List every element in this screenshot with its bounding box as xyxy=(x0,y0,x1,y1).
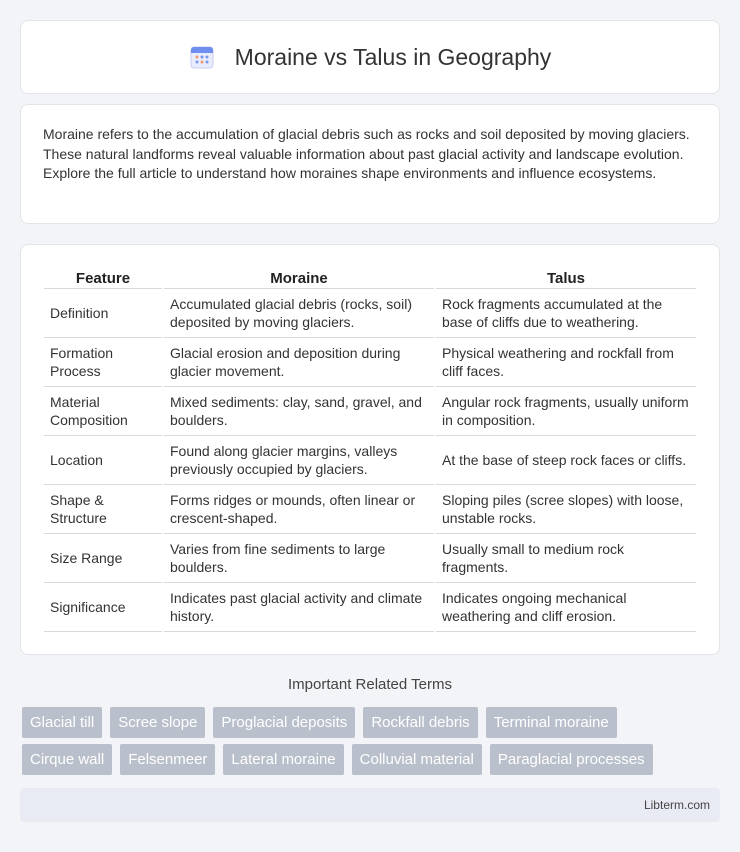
table-row xyxy=(44,338,696,387)
related-terms-tags xyxy=(22,707,722,781)
moraine-cell: Found along glacier margins, valleys previously occupied by glaciers. xyxy=(164,436,434,485)
footer-site-link[interactable]: Libterm.com xyxy=(643,798,710,812)
moraine-cell: Glacial erosion and deposition during glacier movement. xyxy=(164,338,434,387)
tag-terminal-moraine[interactable]: Terminal moraine xyxy=(486,707,617,738)
talus-cell: Physical weathering and rockfall from cliff faces. xyxy=(436,338,696,387)
tag-cirque-wall[interactable]: Cirque wall xyxy=(22,744,112,775)
intro-paragraph: Moraine refers to the accumulation of glacial debris such as rocks and soil deposited by moving glaciers. These natural landforms reveal valuable information about past glacial activity and landscape evolution. Explore the full article to understand how moraines shape environments and influence ecosystems. xyxy=(43,126,690,181)
talus-cell: Rock fragments accumulated at the base of cliffs due to weathering. xyxy=(436,289,696,338)
talus-cell: Sloping piles (scree slopes) with loose, unstable rocks. xyxy=(436,485,696,534)
tag-scree-slope[interactable]: Scree slope xyxy=(110,707,205,738)
calendar-grid-icon xyxy=(189,44,215,70)
comparison-table xyxy=(42,265,698,632)
table-row xyxy=(44,436,696,485)
tag-felsenmeer[interactable]: Felsenmeer xyxy=(120,744,215,775)
moraine-cell: Accumulated glacial debris (rocks, soil) deposited by moving glaciers. xyxy=(164,289,434,338)
moraine-cell: Indicates past glacial activity and climate history. xyxy=(164,583,434,632)
column-header-moraine: Moraine xyxy=(164,265,434,289)
tag-lateral-moraine[interactable]: Lateral moraine xyxy=(223,744,343,775)
talus-cell: Angular rock fragments, usually uniform in composition. xyxy=(436,387,696,436)
tag-proglacial-deposits[interactable]: Proglacial deposits xyxy=(213,707,355,738)
tag-colluvial-material[interactable]: Colluvial material xyxy=(352,744,482,775)
tag-row xyxy=(22,744,722,775)
talus-cell: At the base of steep rock faces or cliffs. xyxy=(436,436,696,485)
column-header-talus: Talus xyxy=(436,265,696,289)
tag-row xyxy=(22,707,722,738)
table-row xyxy=(44,583,696,632)
column-header-feature: Feature xyxy=(44,265,162,289)
feature-cell: Shape & Structure xyxy=(44,485,162,534)
feature-cell: Material Composition xyxy=(44,387,162,436)
feature-cell: Definition xyxy=(44,289,162,338)
feature-cell: Formation Process xyxy=(44,338,162,387)
talus-cell: Indicates ongoing mechanical weathering and cliff erosion. xyxy=(436,583,696,632)
feature-cell: Size Range xyxy=(44,534,162,583)
table-header-row xyxy=(44,265,696,289)
table-row xyxy=(44,485,696,534)
feature-cell: Significance xyxy=(44,583,162,632)
page-title: Moraine vs Talus in Geography xyxy=(234,43,552,70)
talus-cell: Usually small to medium rock fragments. xyxy=(436,534,696,583)
table-row xyxy=(44,534,696,583)
comparison-card xyxy=(20,244,720,655)
title-card xyxy=(20,20,720,94)
moraine-cell: Mixed sediments: clay, sand, gravel, and boulders. xyxy=(164,387,434,436)
intro-card xyxy=(20,104,720,224)
footer xyxy=(20,788,720,822)
tag-paraglacial-processes[interactable]: Paraglacial processes xyxy=(490,744,653,775)
moraine-cell: Forms ridges or mounds, often linear or crescent-shaped. xyxy=(164,485,434,534)
feature-cell: Location xyxy=(44,436,162,485)
tag-glacial-till[interactable]: Glacial till xyxy=(22,707,102,738)
related-terms-title: Important Related Terms xyxy=(288,676,452,693)
table-row xyxy=(44,387,696,436)
tag-rockfall-debris[interactable]: Rockfall debris xyxy=(363,707,477,738)
moraine-cell: Varies from fine sediments to large boulders. xyxy=(164,534,434,583)
table-row xyxy=(44,289,696,338)
